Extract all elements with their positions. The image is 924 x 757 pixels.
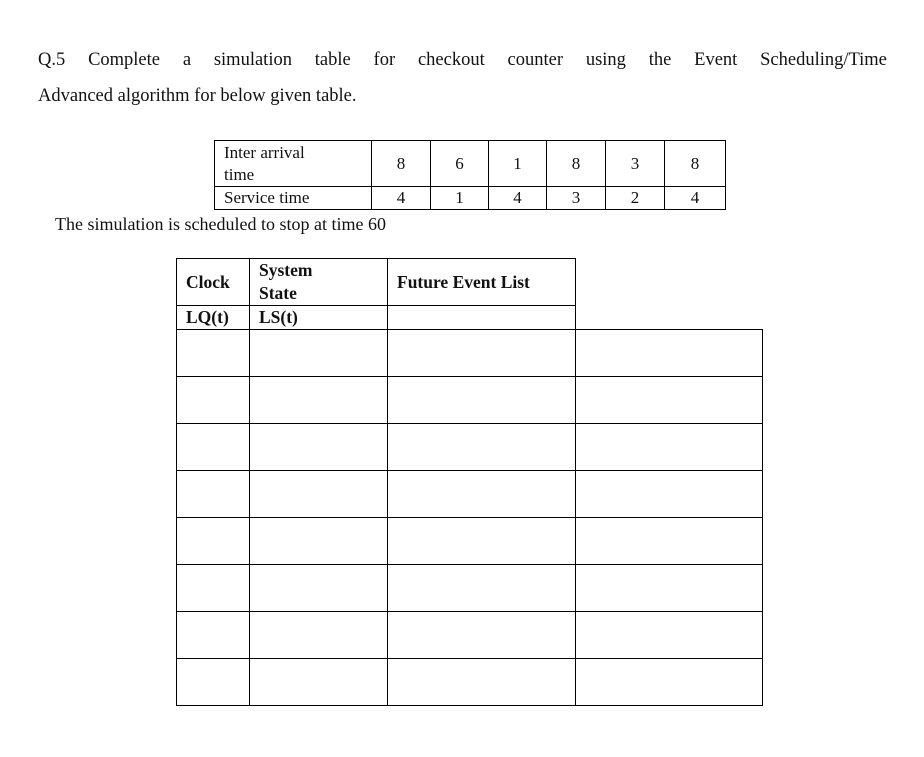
empty-cell <box>388 424 576 471</box>
empty-cell <box>177 471 250 518</box>
service-time-value: 1 <box>431 187 489 210</box>
empty-cell <box>576 659 763 706</box>
empty-cell <box>177 330 250 377</box>
inter-arrival-value: 1 <box>489 141 547 187</box>
table-row <box>177 330 763 377</box>
sim-subheader-row <box>177 306 763 330</box>
table-row <box>177 659 763 706</box>
question-word: using <box>585 50 626 70</box>
empty-cell <box>576 330 763 377</box>
table-row <box>177 612 763 659</box>
question-word: checkout <box>417 50 485 70</box>
empty-cell <box>177 518 250 565</box>
empty-cell <box>250 471 388 518</box>
future-event-sub-cell <box>388 306 576 330</box>
service-time-value: 2 <box>606 187 665 210</box>
table-row <box>177 565 763 612</box>
question-word: simulation <box>213 50 292 70</box>
empty-cell <box>250 377 388 424</box>
empty-cell <box>388 565 576 612</box>
service-time-value: 4 <box>665 187 726 210</box>
service-time-value: 3 <box>547 187 606 210</box>
service-time-value: 4 <box>489 187 547 210</box>
empty-cell <box>250 659 388 706</box>
inter-arrival-value: 8 <box>547 141 606 187</box>
inter-arrival-value: 6 <box>431 141 489 187</box>
inter-arrival-label: Inter arrival time <box>215 141 372 187</box>
empty-cell <box>576 518 763 565</box>
empty-cell <box>576 471 763 518</box>
empty-cell <box>250 424 388 471</box>
question-word: for <box>373 50 396 70</box>
input-data-table <box>214 140 726 210</box>
empty-cell <box>250 330 388 377</box>
question-word: Event <box>694 50 738 70</box>
question-line-2: Advanced algorithm for below given table. <box>38 86 357 106</box>
empty-cell <box>388 330 576 377</box>
service-time-label: Service time <box>215 187 372 210</box>
question-word: a <box>182 50 192 70</box>
empty-cell <box>177 424 250 471</box>
empty-cell <box>388 659 576 706</box>
table-row <box>177 471 763 518</box>
question-line-1 <box>38 50 887 71</box>
service-time-row <box>215 187 726 210</box>
empty-cell <box>388 612 576 659</box>
inter-arrival-value: 8 <box>372 141 431 187</box>
empty-cell <box>388 518 576 565</box>
system-state-header: System State <box>250 259 388 306</box>
empty-cell <box>576 612 763 659</box>
empty-cell <box>177 565 250 612</box>
empty-cell <box>177 659 250 706</box>
empty-cell <box>388 471 576 518</box>
ls-header: LS(t) <box>250 306 388 330</box>
inter-arrival-value: 3 <box>606 141 665 187</box>
empty-cell <box>250 518 388 565</box>
inter-arrival-value: 8 <box>665 141 726 187</box>
service-time-value: 4 <box>372 187 431 210</box>
empty-cell <box>576 565 763 612</box>
clock-header: Clock <box>177 259 250 306</box>
empty-cell <box>576 424 763 471</box>
empty-cell <box>177 377 250 424</box>
empty-cell <box>177 612 250 659</box>
question-word: Scheduling/Time <box>760 50 887 70</box>
table-row <box>177 424 763 471</box>
simulation-table <box>176 258 763 706</box>
empty-cell <box>250 612 388 659</box>
question-word: Q.5 <box>38 50 66 70</box>
question-word: Complete <box>88 50 160 70</box>
lq-header: LQ(t) <box>177 306 250 330</box>
empty-cell <box>388 377 576 424</box>
future-event-list-header: Future Event List <box>388 259 576 306</box>
empty-cell <box>576 377 763 424</box>
table-row <box>177 377 763 424</box>
inter-arrival-row <box>215 141 726 187</box>
sim-header-row <box>177 259 763 306</box>
stop-time-note: The simulation is scheduled to stop at time 60 <box>55 214 386 234</box>
question-word: table <box>314 50 351 70</box>
empty-cell <box>250 565 388 612</box>
table-row <box>177 518 763 565</box>
question-word: counter <box>507 50 564 70</box>
question-word: the <box>648 50 672 70</box>
